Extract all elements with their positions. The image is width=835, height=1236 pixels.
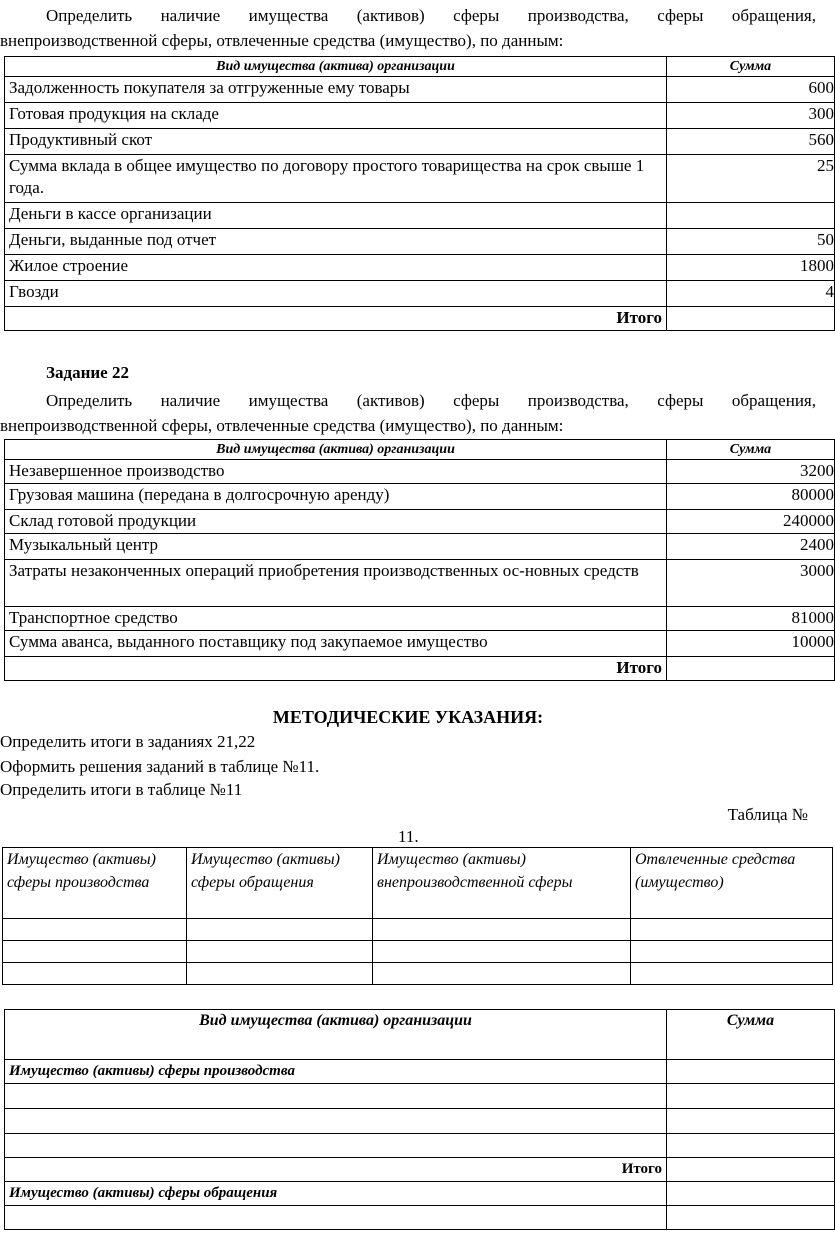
total-value xyxy=(667,307,835,331)
total-label: Итого xyxy=(5,657,667,681)
column-header-sum: Сумма xyxy=(667,1010,835,1060)
row-sum: 1800 xyxy=(667,255,835,281)
row-sum: 300 xyxy=(667,103,835,129)
table-row xyxy=(5,607,835,631)
table-row xyxy=(5,155,835,203)
row-sum: 3000 xyxy=(667,560,835,607)
row-name: Сумма аванса, выданного поставщику под закупаемое имущество xyxy=(5,631,667,657)
header-production: Имущество (активы) сферы производства xyxy=(3,848,187,919)
summary-header-row xyxy=(5,1010,835,1060)
row-name: Сумма вклада в общее имущество по договору простого товарищества на срок свыше 1 года. xyxy=(5,155,667,203)
row-sum: 81000 xyxy=(667,607,835,631)
header-nonproduction: Имущество (активы) внепроизводственной сферы xyxy=(373,848,631,919)
intro-line-1: Определить наличие имущества (активов) сферы производства, сферы обращения, xyxy=(46,6,816,25)
task-22-line-1: Определить наличие имущества (активов) сферы производства, сферы обращения, xyxy=(46,391,816,410)
total-label: Итого xyxy=(5,1158,667,1182)
assets-table-21 xyxy=(4,56,835,331)
row-sum: 600 xyxy=(667,77,835,103)
row-sum: 10000 xyxy=(667,631,835,657)
table-row xyxy=(5,1084,835,1109)
row-name: Грузовая машина (передана в долгосрочную аренду) xyxy=(5,484,667,510)
summary-table xyxy=(4,1009,835,1230)
row-name: Затраты незаконченных операций приобретения производственных ос-новных средств xyxy=(5,560,667,607)
table-row xyxy=(5,1109,835,1134)
row-name: Жилое строение xyxy=(5,255,667,281)
row-sum: 560 xyxy=(667,129,835,155)
table-row xyxy=(5,229,835,255)
row-name: Незавершенное производство xyxy=(5,460,667,484)
table-row xyxy=(5,560,835,607)
table-row xyxy=(5,534,835,560)
table-row xyxy=(5,77,835,103)
row-sum: 80000 xyxy=(667,484,835,510)
table-11-caption: Таблица № xyxy=(727,805,808,824)
row-name: Деньги, выданные под отчет xyxy=(5,229,667,255)
table-row xyxy=(5,281,835,307)
row-name: Деньги в кассе организации xyxy=(5,203,667,229)
row-sum: 240000 xyxy=(667,510,835,534)
column-header-name: Вид имущества (актива) организации xyxy=(5,1010,667,1060)
table-row xyxy=(5,510,835,534)
section-row xyxy=(5,1182,835,1206)
header-circulation: Имущество (активы) сферы обращения xyxy=(187,848,373,919)
table-row xyxy=(5,103,835,129)
total-row xyxy=(5,307,835,331)
row-name: Музыкальный центр xyxy=(5,534,667,560)
table-row xyxy=(5,203,835,229)
row-sum: 25 xyxy=(667,155,835,203)
task-22-title: Задание 22 xyxy=(46,363,129,382)
section-production: Имущество (активы) сферы производства xyxy=(5,1060,667,1084)
table-row xyxy=(5,631,835,657)
row-sum xyxy=(667,203,835,229)
method-line-2: Оформить решения заданий в таблице №11. xyxy=(0,757,320,776)
row-sum: 3200 xyxy=(667,460,835,484)
total-label: Итого xyxy=(5,307,667,331)
table-row xyxy=(3,963,833,985)
table-11 xyxy=(2,847,833,985)
section-circulation: Имущество (активы) сферы обращения xyxy=(5,1182,667,1206)
row-name: Транспортное средство xyxy=(5,607,667,631)
method-title: МЕТОДИЧЕСКИЕ УКАЗАНИЯ: xyxy=(272,707,544,727)
row-sum: 2400 xyxy=(667,534,835,560)
total-row xyxy=(5,657,835,681)
assets-table-22 xyxy=(4,439,835,681)
row-sum: 50 xyxy=(667,229,835,255)
column-header-name: Вид имущества (актива) организации xyxy=(5,440,667,460)
table-11-number: 11. xyxy=(398,827,419,846)
column-header-name: Вид имущества (актива) организации xyxy=(5,57,667,77)
method-line-1: Определить итоги в заданиях 21,22 xyxy=(0,732,256,751)
row-name: Готовая продукция на складе xyxy=(5,103,667,129)
intro-line-2: внепроизводственной сферы, отвлеченные средства (имущество), по данным: xyxy=(0,31,564,50)
table-header-row xyxy=(5,440,835,460)
table-row xyxy=(5,255,835,281)
table-row xyxy=(5,484,835,510)
row-sum: 4 xyxy=(667,281,835,307)
table-row xyxy=(5,129,835,155)
section-row xyxy=(5,1060,835,1084)
header-diverted: Отвлеченные средства (имущество) xyxy=(631,848,833,919)
table-row xyxy=(5,1134,835,1158)
table-row xyxy=(5,1206,835,1230)
task-22-line-2: внепроизводственной сферы, отвлеченные средства (имущество), по данным: xyxy=(0,416,564,435)
total-row xyxy=(5,1158,835,1182)
column-header-sum: Сумма xyxy=(667,57,835,77)
table-row xyxy=(3,919,833,941)
table-header-row xyxy=(5,57,835,77)
table-11-header-row xyxy=(3,848,833,919)
column-header-sum: Сумма xyxy=(667,440,835,460)
row-name: Гвозди xyxy=(5,281,667,307)
row-name: Продуктивный скот xyxy=(5,129,667,155)
method-line-3: Определить итоги в таблице №11 xyxy=(0,780,243,799)
table-row xyxy=(5,460,835,484)
table-row xyxy=(3,941,833,963)
row-name: Склад готовой продукции xyxy=(5,510,667,534)
total-value xyxy=(667,657,835,681)
row-name: Задолженность покупателя за отгруженные ему товары xyxy=(5,77,667,103)
